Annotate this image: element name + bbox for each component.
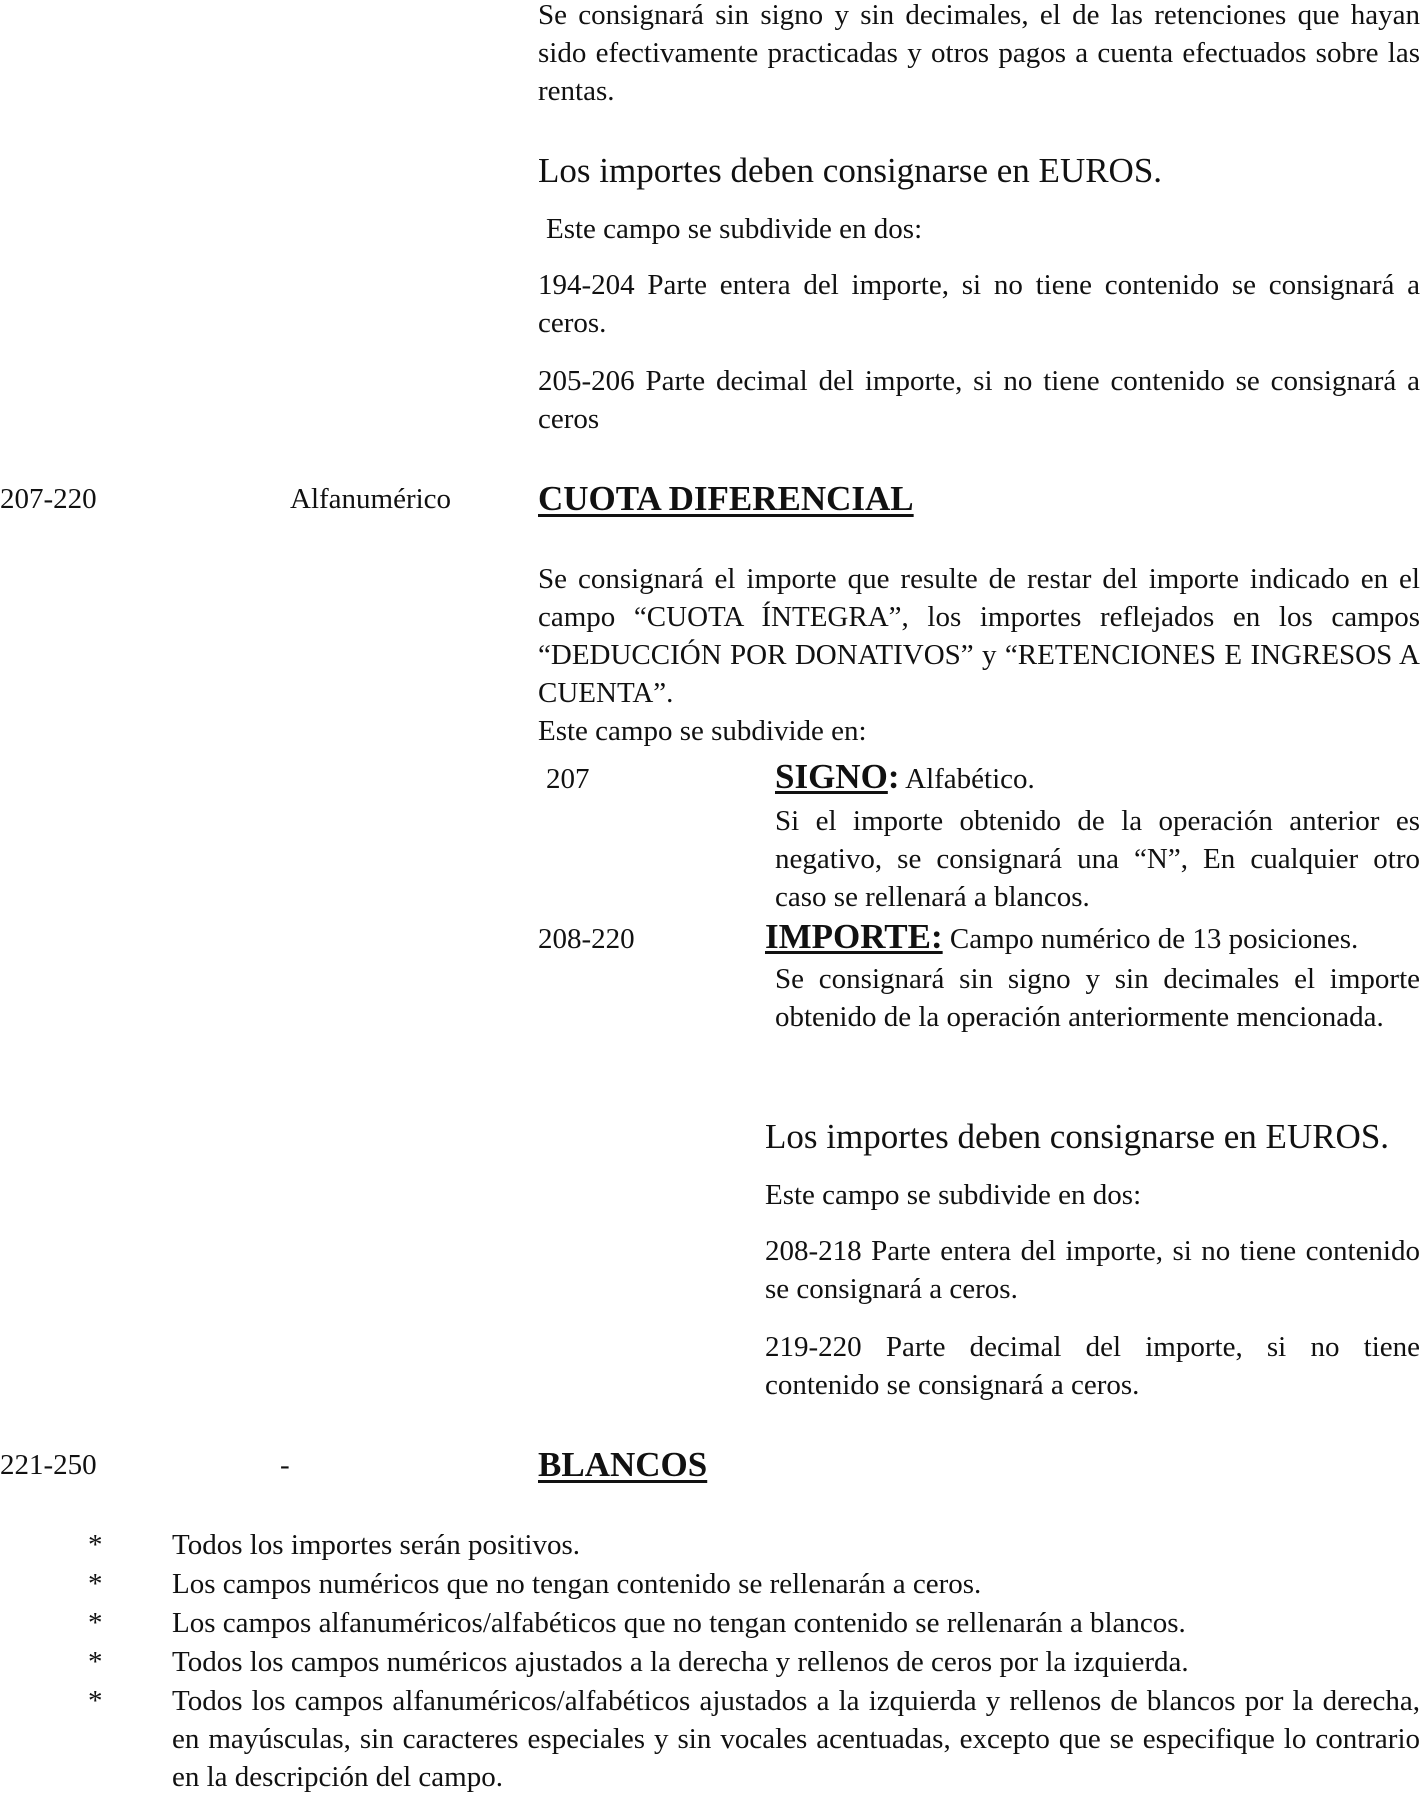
field-title: BLANCOS <box>538 1445 708 1484</box>
subdivide-part-decimal: 205-206 Parte decimal del importe, si no tiene contenido se consignará a ceros <box>538 365 1420 435</box>
retenciones-description: Se consignará sin signo y sin decimales, el de las retenciones que hayan sido efectivamente practicadas y otros pagos a cuenta efectuados sobre las rentas. <box>538 0 1420 107</box>
signo-label: SIGNO <box>775 757 888 796</box>
subdivide-label: Este campo se subdivide en dos: <box>546 213 923 245</box>
bullet-marker: * <box>88 1646 103 1678</box>
note-text: Todos los importes serán positivos. <box>172 1529 580 1561</box>
note-text: Todos los campos numéricos ajustados a la derecha y rellenos de ceros por la izquierda. <box>172 1646 1189 1678</box>
bullet-marker: * <box>88 1607 103 1639</box>
subdivide-label: Este campo se subdivide en dos: <box>765 1179 1142 1211</box>
note-text: Los campos numéricos que no tengan contenido se rellenarán a ceros. <box>172 1568 982 1600</box>
subdivide-part-entera: 194-204 Parte entera del importe, si no tiene contenido se consignará a ceros. <box>538 269 1420 339</box>
bullet-marker: * <box>88 1568 103 1600</box>
note-text: Los campos alfanuméricos/alfabéticos que no tengan contenido se rellenarán a blancos. <box>172 1607 1186 1639</box>
signo-description: Si el importe obtenido de la operación anterior es negativo, se consignará una “N”, En cualquier otro caso se rellenará a blancos. <box>775 805 1420 913</box>
importe-position: 208-220 <box>538 923 635 955</box>
importe-heading <box>765 918 1358 958</box>
signo-position: 207 <box>546 763 590 795</box>
euros-note: Los importes deben consignarse en EUROS. <box>765 1117 1390 1156</box>
euros-note: Los importes deben consignarse en EUROS. <box>538 151 1163 190</box>
field-type: - <box>280 1449 290 1481</box>
subdivide-part-entera: 208-218 Parte entera del importe, si no tiene contenido se consignará a ceros. <box>765 1235 1420 1305</box>
note-text: Todos los campos alfanuméricos/alfabéticos ajustados a la izquierda y rellenos de blancos por la derecha, en mayúsculas, sin caracteres especiales y sin vocales acentuadas, excepto que se especifique lo contrario en la descripción del campo. <box>172 1685 1420 1793</box>
importe-description: Se consignará sin signo y sin decimales el importe obtenido de la operación anteriormente mencionada. <box>775 963 1420 1033</box>
signo-heading <box>775 758 1035 798</box>
note-item <box>0 1682 1422 1796</box>
importe-label: IMPORTE: <box>765 917 943 956</box>
note-item <box>0 1565 1422 1605</box>
bullet-marker: * <box>88 1529 103 1561</box>
bullet-marker: * <box>88 1685 103 1717</box>
signo-colon: : <box>887 757 900 796</box>
subdivide-part-decimal: 219-220 Parte decimal del importe, si no tiene contenido se consignará a ceros. <box>765 1331 1420 1401</box>
note-item <box>0 1526 1422 1566</box>
subdivide-label: Este campo se subdivide en: <box>538 715 867 747</box>
field-description: Se consignará el importe que resulte de restar del importe indicado en el campo “CUOTA ÍNTEGRA”, los importes reflejados en los campos “DEDUCCIÓN POR DONATIVOS” y “RETENCIONES E INGRESOS A CUENTA”. <box>538 563 1420 709</box>
note-item <box>0 1643 1422 1683</box>
signo-type: Alfabético. <box>905 763 1035 795</box>
field-position: 221-250 <box>0 1449 97 1481</box>
field-title: CUOTA DIFERENCIAL <box>538 479 914 518</box>
importe-type: Campo numérico de 13 posiciones. <box>949 923 1359 955</box>
field-position: 207-220 <box>0 483 97 515</box>
note-item <box>0 1604 1422 1644</box>
field-type: Alfanumérico <box>290 483 452 515</box>
